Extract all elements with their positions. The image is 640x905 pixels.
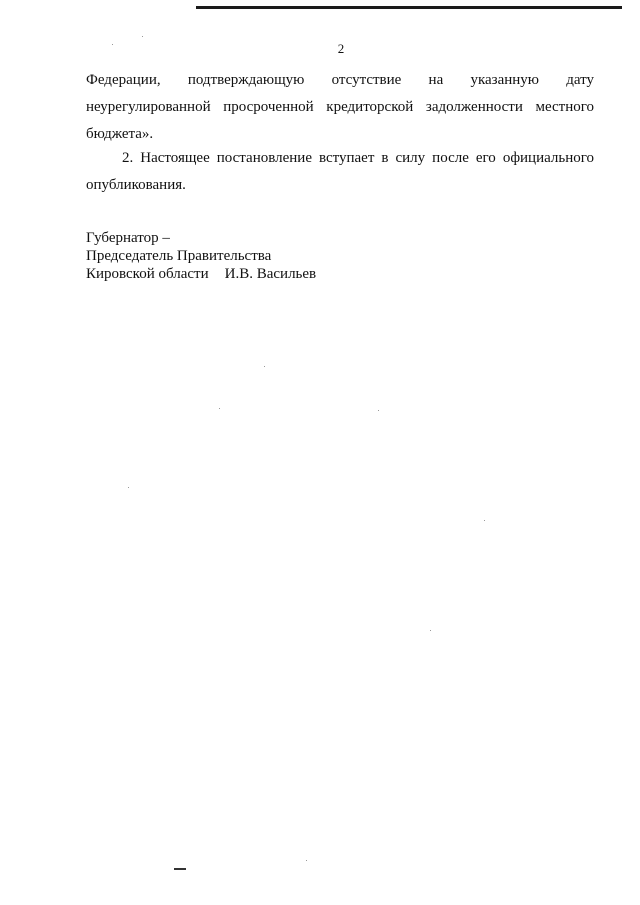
word: просроченной — [223, 99, 314, 115]
scan-speck — [219, 408, 220, 409]
word: неурегулированной — [86, 99, 211, 115]
word: дату — [566, 72, 594, 88]
word: официального — [502, 150, 595, 166]
scan-speck — [142, 36, 143, 37]
word: Федерации, — [86, 72, 161, 88]
signatory-region: Кировской области — [86, 266, 209, 282]
scan-speck — [430, 630, 431, 631]
signature-block — [86, 229, 316, 283]
scan-speck — [484, 520, 485, 521]
signatory-title-line-1: Губернатор – — [86, 230, 170, 246]
word: вступает — [318, 150, 375, 166]
signatory-line-3 — [86, 265, 316, 283]
word: в — [381, 150, 389, 166]
paragraph-1-line-1 — [86, 67, 594, 94]
scan-speck — [112, 44, 113, 45]
word: указанную — [470, 72, 540, 88]
paragraph-2-line-1 — [86, 145, 594, 172]
word: силу — [395, 150, 426, 166]
scan-speck — [264, 366, 265, 367]
word: местного — [535, 99, 595, 115]
paragraph-1-line-3: бюджета». — [86, 126, 154, 142]
word: 2. — [122, 150, 134, 166]
paragraph-1 — [86, 67, 594, 148]
word: отсутствие — [331, 72, 402, 88]
word: кредиторской — [326, 99, 414, 115]
word: постановление — [216, 150, 312, 166]
scan-speck — [306, 860, 307, 861]
scan-speck — [378, 410, 379, 411]
word: его — [475, 150, 496, 166]
word: после — [432, 150, 469, 166]
signatory-title-line-2: Председатель Правительства — [86, 248, 272, 264]
signatory-name: И.В. Васильев — [224, 266, 317, 282]
word: на — [428, 72, 444, 88]
paragraph-1-line-2 — [86, 94, 594, 121]
scan-speck — [128, 487, 129, 488]
scan-mark — [174, 868, 186, 870]
page-number: 2 — [337, 41, 345, 56]
paragraph-2-line-2: опубликования. — [86, 177, 186, 193]
word: подтверждающую — [187, 72, 305, 88]
paragraph-2 — [86, 145, 594, 199]
word: Настоящее — [140, 150, 210, 166]
word: задолженности — [425, 99, 523, 115]
scan-edge-line — [196, 6, 622, 9]
